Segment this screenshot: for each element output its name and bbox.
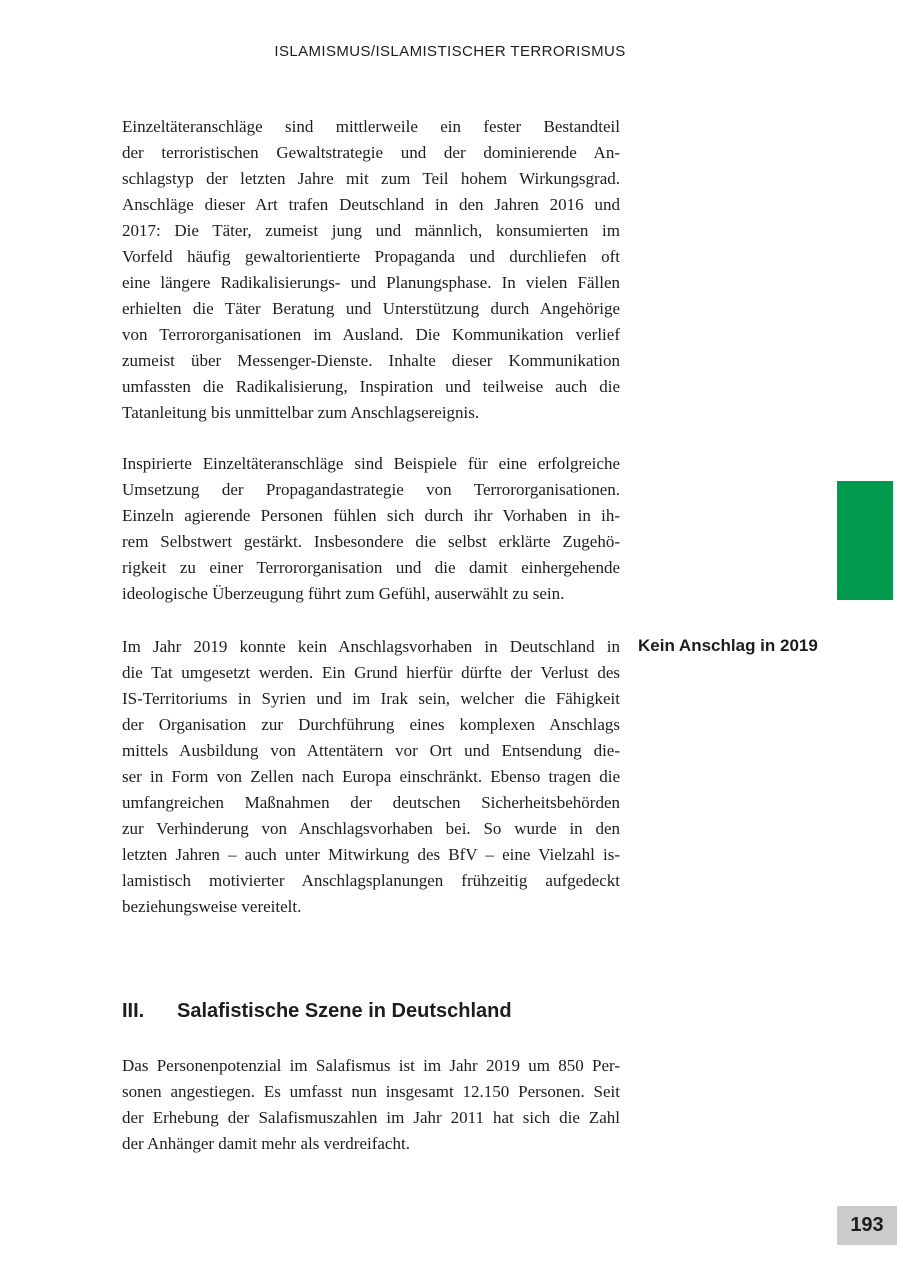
text-line: Einzeln agierende Personen fühlen sich durch ihr Vorhaben in ih-: [122, 506, 620, 525]
text-line: umfassten die Radikalisierung, Inspiration und teilweise auch die: [122, 377, 620, 396]
text-line: lamistisch motivierter Anschlagsplanungen frühzeitig aufgedeckt: [122, 871, 620, 890]
running-header: ISLAMISMUS/ISLAMISTISCHER TERRORISMUS: [274, 43, 626, 60]
text-line: 2017: Die Täter, zumeist jung und männlich, konsumierten im: [122, 221, 620, 240]
text-line: der Erhebung der Salafismuszahlen im Jahr 2011 hat sich die Zahl: [122, 1108, 620, 1127]
text-line: Inspirierte Einzeltäteranschläge sind Beispiele für eine erfolgreiche: [122, 454, 620, 473]
body-paragraph-2: [122, 451, 620, 607]
text-line: Im Jahr 2019 konnte kein Anschlagsvorhaben in Deutschland in: [122, 637, 620, 656]
text-line: zur Verhinderung von Anschlagsvorhaben bei. So wurde in den: [122, 819, 620, 838]
text-line: Das Personenpotenzial im Salafismus ist im Jahr 2019 um 850 Per-: [122, 1056, 620, 1075]
text-line: ser in Form von Zellen nach Europa einschränkt. Ebenso tragen die: [122, 767, 620, 786]
text-line: der Anhänger damit mehr als verdreifacht.: [122, 1134, 410, 1153]
chapter-tab-marker: [837, 481, 893, 600]
text-line: beziehungsweise vereitelt.: [122, 897, 302, 916]
text-line: von Terrororganisationen im Ausland. Die Kommunikation verlief: [122, 325, 620, 344]
text-line: eine längere Radikalisierungs- und Planungsphase. In vielen Fällen: [122, 273, 620, 292]
text-line: schlagstyp der letzten Jahre mit zum Teil hohem Wirkungsgrad.: [122, 169, 620, 188]
text-line: rigkeit zu einer Terrororganisation und die damit einhergehende: [122, 558, 620, 577]
section-title: Salafistische Szene in Deutschland: [177, 1000, 512, 1022]
text-line: Einzeltäteranschläge sind mittlerweile ein fester Bestandteil: [122, 117, 620, 136]
text-line: ideologische Überzeugung führt zum Gefühl, auserwählt zu sein.: [122, 584, 565, 603]
text-line: der Organisation zur Durchführung eines komplexen Anschlags: [122, 715, 620, 734]
page-number: [837, 1206, 897, 1245]
text-line: IS-Territoriums in Syrien und im Irak sein, welcher die Fähigkeit: [122, 689, 620, 708]
text-line: Anschläge dieser Art trafen Deutschland in den Jahren 2016 und: [122, 195, 620, 214]
text-line: der terroristischen Gewaltstrategie und der dominierende An-: [122, 143, 620, 162]
text-line: sonen angestiegen. Es umfasst nun insgesamt 12.150 Personen. Seit: [122, 1082, 620, 1101]
body-paragraph-4: [122, 1053, 620, 1157]
text-line: zumeist über Messenger-Dienste. Inhalte dieser Kommunikation: [122, 351, 620, 370]
text-line: umfangreichen Maßnahmen der deutschen Sicherheitsbehörden: [122, 793, 620, 812]
text-line: Tatanleitung bis unmittelbar zum Anschlagsereignis.: [122, 403, 480, 422]
text-line: mittels Ausbildung von Attentätern vor Ort und Entsendung die-: [122, 741, 620, 760]
body-paragraph-3: [122, 634, 620, 920]
text-line: rem Selbstwert gestärkt. Insbesondere die selbst erklärte Zugehö-: [122, 532, 620, 551]
text-line: letzten Jahren – auch unter Mitwirkung des BfV – eine Vielzahl is-: [122, 845, 620, 864]
margin-note: Kein Anschlag in 2019: [638, 636, 818, 655]
body-paragraph-1: [122, 114, 620, 426]
text-line: die Tat umgesetzt werden. Ein Grund hierfür dürfte der Verlust des: [122, 663, 620, 682]
section-heading: [122, 997, 642, 1025]
section-number: III.: [122, 1000, 145, 1022]
text-line: erhielten die Täter Beratung und Unterstützung durch Angehörige: [122, 299, 620, 318]
text-line: Umsetzung der Propagandastrategie von Terrororganisationen.: [122, 480, 620, 499]
page-number-label: 193: [850, 1214, 884, 1236]
text-line: Vorfeld häufig gewaltorientierte Propaganda und durchliefen oft: [122, 247, 620, 266]
